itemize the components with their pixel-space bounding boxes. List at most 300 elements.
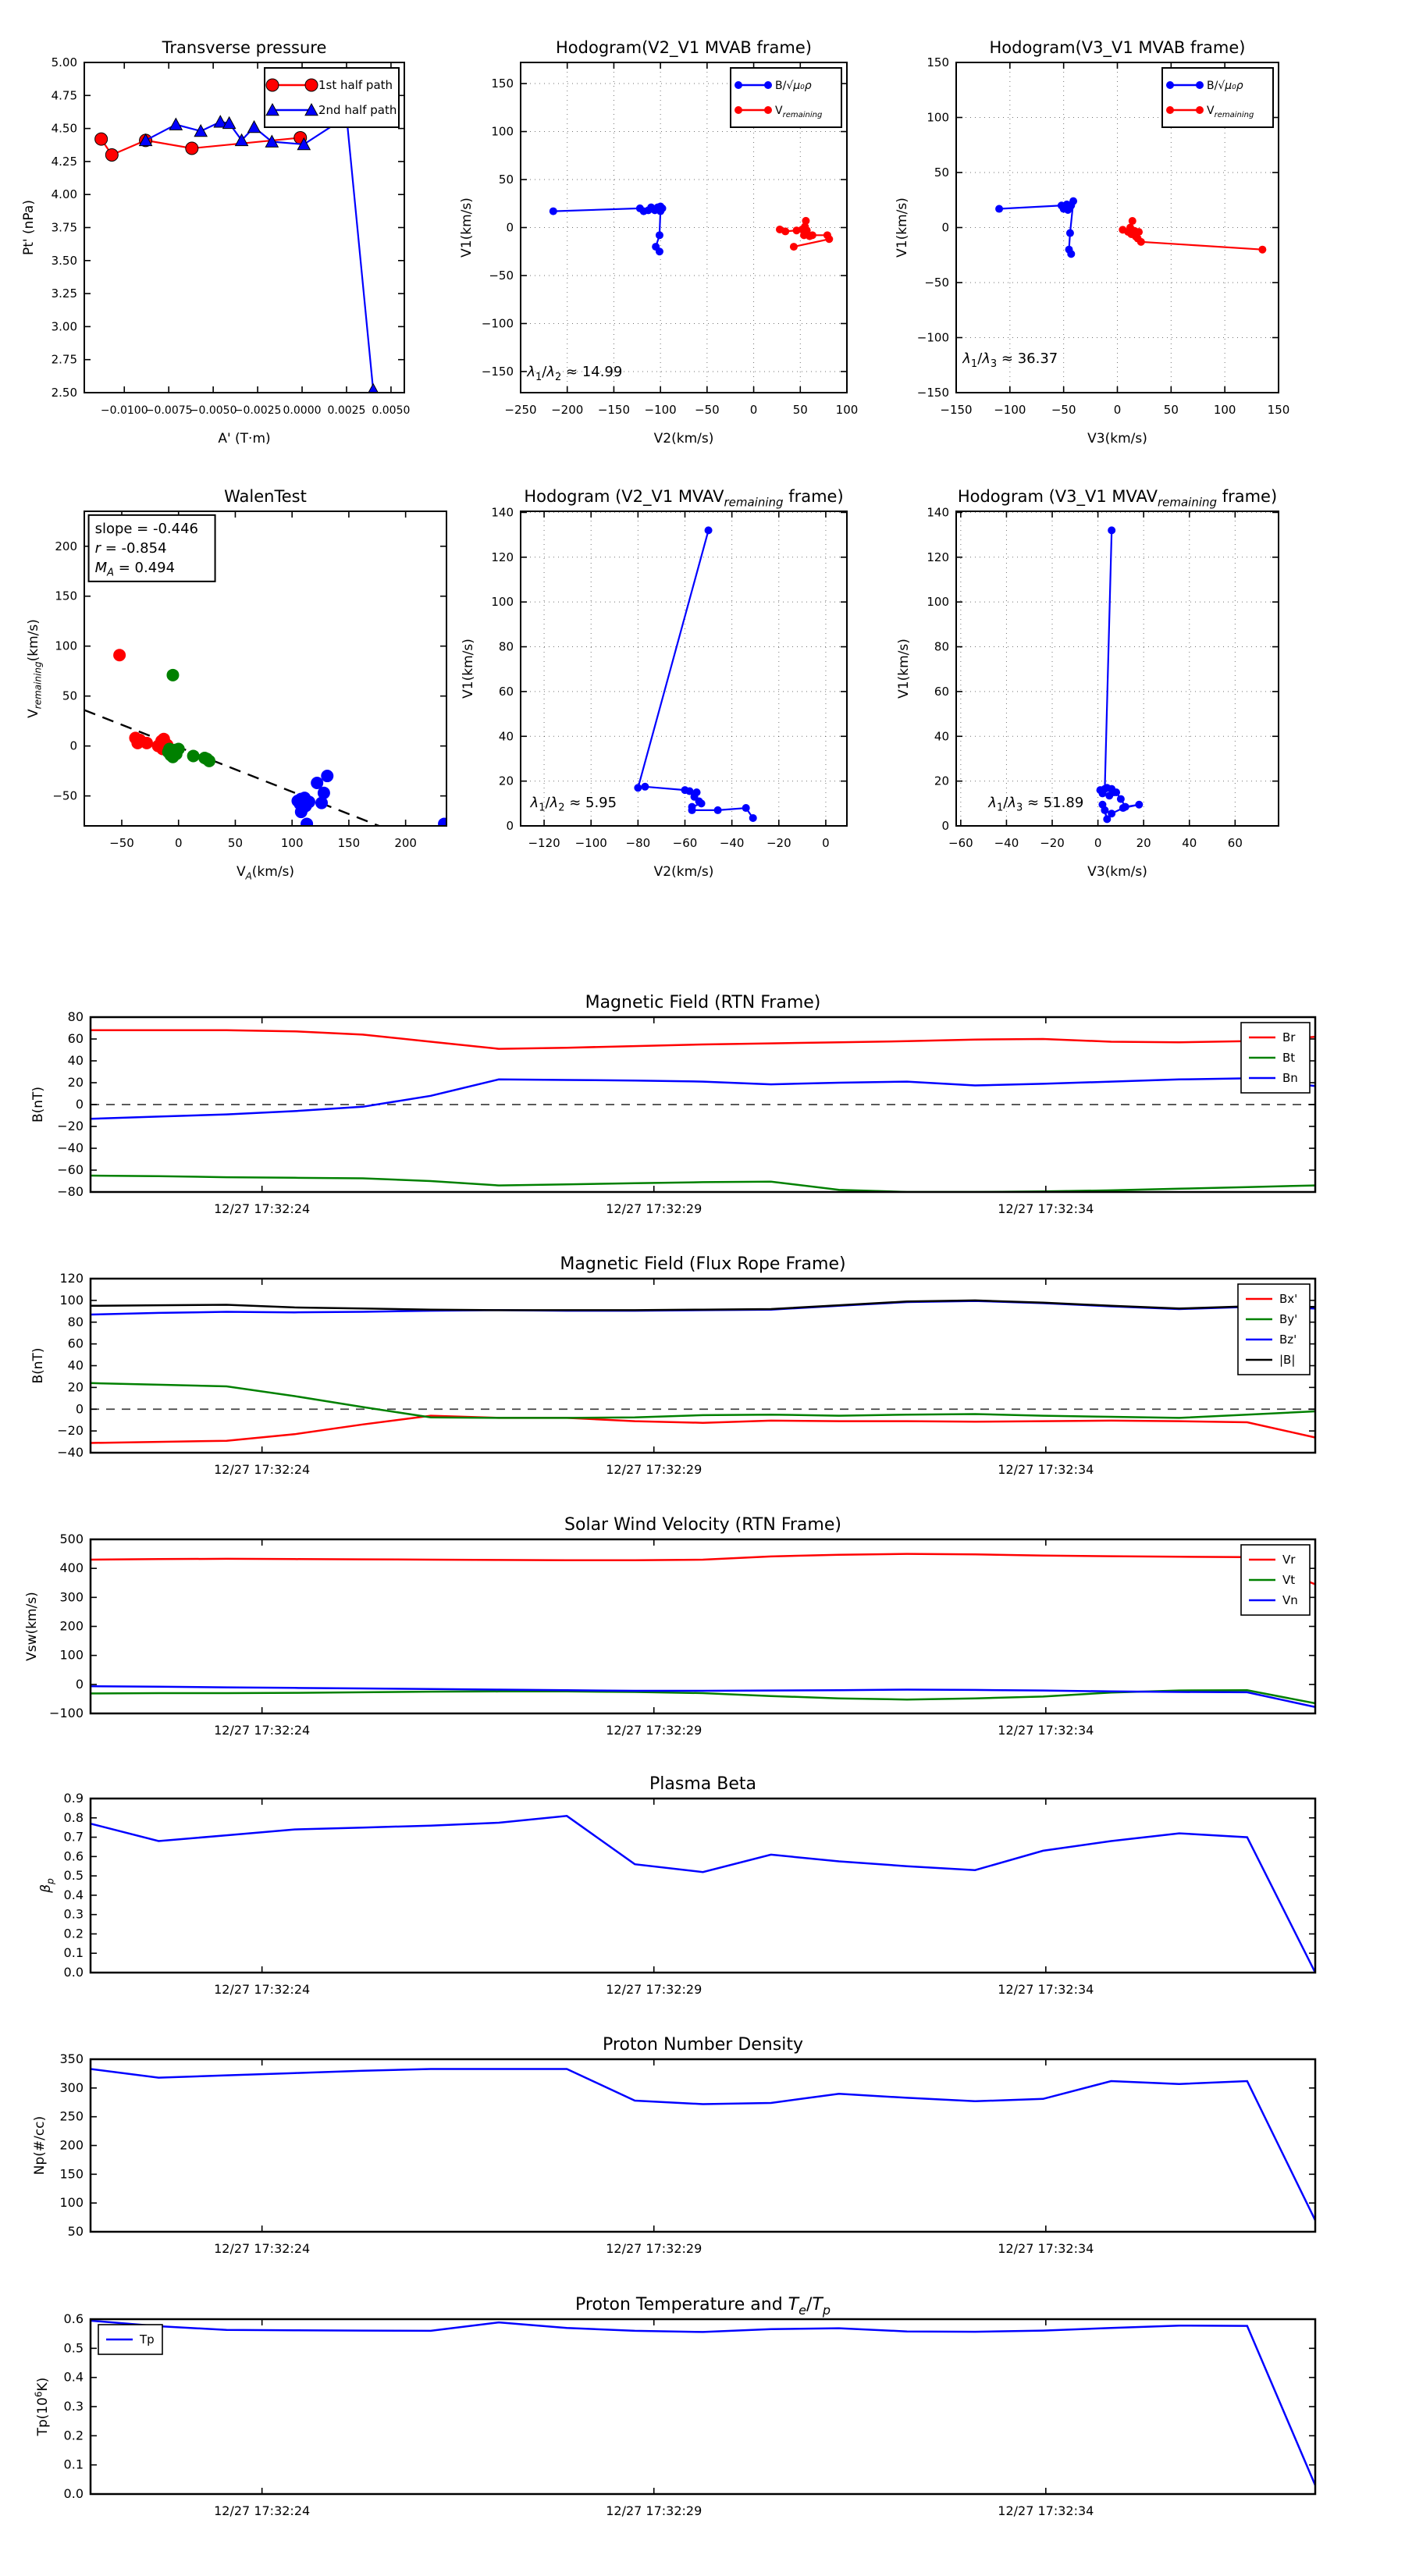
point-marker <box>1108 526 1115 534</box>
x-tick-label: −100 <box>644 403 677 417</box>
y-tick-label: −100 <box>481 316 514 331</box>
x-tick-label: −20 <box>766 836 791 850</box>
series-line-|B| <box>91 1300 1315 1311</box>
point-marker <box>634 784 642 792</box>
point-marker <box>688 806 696 814</box>
chart-title: WalenTest <box>224 487 307 506</box>
x-tick-label: 150 <box>1267 403 1290 417</box>
y-tick-label: 150 <box>59 2166 84 2182</box>
series-line-Bx' <box>91 1416 1315 1443</box>
point-marker <box>166 669 179 681</box>
y-tick-label: 0 <box>75 1676 84 1692</box>
point-marker <box>764 81 772 89</box>
series-line-Bz' <box>91 1301 1315 1315</box>
y-tick-label: 5.00 <box>51 55 77 69</box>
series-group <box>91 2069 1315 2221</box>
y-tick-label: 200 <box>55 539 77 553</box>
x-tick-label: 12/27 17:32:29 <box>606 1462 702 1477</box>
y-tick-label: 0 <box>941 220 949 235</box>
x-tick-label: 100 <box>280 836 304 850</box>
x-tick-label: 12/27 17:32:29 <box>606 2241 702 2256</box>
x-tick-label: 0 <box>822 836 830 850</box>
y-tick-label: 50 <box>67 2224 84 2239</box>
y-tick-label: 0.5 <box>63 2340 84 2356</box>
series-line-V remaining <box>1122 221 1262 250</box>
axes-frame <box>91 1279 1315 1453</box>
point-marker <box>781 227 789 235</box>
y-tick-label: 0 <box>506 819 514 833</box>
x-tick-label: 50 <box>1163 403 1179 417</box>
proton-density <box>32 2035 1315 2256</box>
stats-text: r = -0.854 <box>94 539 167 557</box>
y-tick-label: −50 <box>52 788 77 803</box>
x-tick-label: 12/27 17:32:34 <box>998 1462 1094 1477</box>
y-tick-label: 20 <box>67 1075 84 1090</box>
x-tick-label: −60 <box>672 836 698 850</box>
annotation-text: $\lambda_1/\lambda_3 \approx 36.37$ <box>962 350 1058 370</box>
legend-label: Vn <box>1282 1593 1298 1607</box>
series-line-Np <box>91 2069 1315 2221</box>
point-marker <box>656 208 664 215</box>
series-group <box>634 526 756 822</box>
y-tick-label: 50 <box>62 688 77 703</box>
x-tick-label: 0 <box>174 836 183 850</box>
y-tick-label: 0.4 <box>63 1887 84 1902</box>
y-tick-label: 120 <box>59 1271 84 1286</box>
y-tick-label: −50 <box>489 268 514 283</box>
y-tick-label: 0.5 <box>63 1868 84 1884</box>
legend-label: B/√μ₀ρ <box>1207 80 1243 92</box>
x-tick-label: 150 <box>337 836 361 850</box>
chart-title: Transverse pressure <box>162 38 327 57</box>
y-tick-label: 120 <box>927 550 949 564</box>
axes-frame <box>91 2059 1315 2232</box>
x-tick-label: 0.0050 <box>372 404 411 417</box>
x-tick-label: −80 <box>625 836 651 850</box>
y-tick-label: 150 <box>927 55 949 69</box>
hodogram-v3v1-mvab <box>895 38 1289 447</box>
x-tick-label: 12/27 17:32:24 <box>214 2503 311 2518</box>
series-line-Vr <box>91 1554 1315 1585</box>
point-marker <box>698 799 706 807</box>
y-axis-label: V1(km/s) <box>461 639 476 699</box>
x-tick-label: 12/27 17:32:34 <box>998 1201 1094 1216</box>
y-tick-label: 80 <box>67 1009 84 1024</box>
triangle-marker <box>248 121 261 133</box>
point-marker <box>1103 815 1111 823</box>
x-tick-label: 12/27 17:32:24 <box>214 1982 311 1997</box>
y-tick-label: 3.75 <box>51 220 77 235</box>
point-marker <box>641 783 649 791</box>
series-group <box>91 1300 1315 1443</box>
vsw-rtn <box>24 1515 1315 1738</box>
x-tick-label: −0.0100 <box>100 404 148 417</box>
y-tick-label: −40 <box>57 1445 84 1460</box>
axes-frame <box>91 1799 1315 1973</box>
point-marker <box>1069 197 1077 205</box>
x-tick-label: −50 <box>1051 403 1076 417</box>
y-tick-label: 150 <box>491 76 514 91</box>
point-marker <box>764 106 772 114</box>
y-tick-label: 200 <box>59 1618 84 1634</box>
point-marker <box>656 247 663 255</box>
y-tick-label: 0 <box>69 738 77 753</box>
series-group <box>550 202 834 255</box>
proton-temperature <box>34 2295 1316 2518</box>
y-tick-label: 0.0 <box>63 1965 84 1980</box>
x-tick-label: 0.0025 <box>327 404 366 417</box>
triangle-marker <box>367 384 379 396</box>
annotation-text: $\lambda_1/\lambda_3 \approx 51.89$ <box>988 794 1084 814</box>
series-group <box>95 110 380 395</box>
x-tick-label: 50 <box>227 836 244 850</box>
point-marker <box>749 814 757 822</box>
chart-title: Proton Number Density <box>603 2035 803 2055</box>
series-line-V hodogram <box>638 530 752 818</box>
y-axis-label: V1(km/s) <box>459 197 475 258</box>
y-tick-label: −80 <box>57 1184 84 1199</box>
series-line-Bt <box>91 1176 1315 1192</box>
y-tick-label: −100 <box>49 1706 84 1720</box>
x-tick-label: 0 <box>1113 403 1122 417</box>
y-tick-label: 2.75 <box>51 352 77 367</box>
x-tick-label: −20 <box>1040 836 1065 850</box>
x-tick-label: −250 <box>504 403 537 417</box>
hodogram-v2v1-mvav <box>461 487 847 880</box>
y-tick-label: 50 <box>934 165 949 180</box>
y-tick-label: 0.7 <box>63 1829 84 1845</box>
y-tick-label: 3.25 <box>51 286 77 301</box>
series-line-Tp <box>91 2321 1315 2485</box>
point-marker <box>305 79 318 91</box>
x-tick-label: 12/27 17:32:34 <box>998 1982 1094 1997</box>
y-axis-label: $\beta_p$ <box>38 1878 56 1893</box>
y-tick-label: 140 <box>927 505 949 520</box>
point-marker <box>705 526 713 534</box>
x-tick-label: −120 <box>528 836 560 850</box>
y-tick-label: 4.75 <box>51 88 77 103</box>
point-marker <box>790 243 798 251</box>
y-tick-label: 2.50 <box>51 386 77 400</box>
y-tick-label: 20 <box>498 774 514 788</box>
point-marker <box>1258 246 1266 254</box>
point-marker <box>1098 801 1106 809</box>
point-marker <box>825 235 833 243</box>
point-marker <box>802 217 809 225</box>
y-tick-label: 250 <box>59 2108 84 2124</box>
point-marker <box>315 797 328 809</box>
series-group <box>91 1554 1315 1707</box>
point-marker <box>1196 81 1204 89</box>
point-marker <box>1117 795 1125 803</box>
y-tick-label: 0.1 <box>63 2457 84 2472</box>
point-marker <box>438 817 450 830</box>
y-tick-label: 0.8 <box>63 1809 84 1825</box>
y-axis-label: Pt' (nPa) <box>21 200 37 255</box>
point-marker <box>321 770 333 782</box>
x-tick-label: 40 <box>1182 836 1197 850</box>
x-tick-label: −50 <box>695 403 720 417</box>
series-line-Vn <box>91 1686 1315 1707</box>
y-tick-label: 0.6 <box>63 2311 84 2326</box>
legend-box <box>265 68 399 127</box>
plasma-beta <box>38 1774 1315 1997</box>
y-tick-label: 0.2 <box>63 2428 84 2443</box>
x-tick-label: 0.0000 <box>283 404 322 417</box>
series-line-Br <box>91 1030 1315 1049</box>
point-marker <box>1067 250 1075 258</box>
series-group <box>84 649 450 830</box>
point-marker <box>1112 788 1120 796</box>
x-axis-label: V2(km/s) <box>653 864 714 880</box>
x-tick-label: −150 <box>597 403 631 417</box>
chart-title: Magnetic Field (Flux Rope Frame) <box>560 1254 846 1274</box>
point-marker <box>113 649 126 661</box>
y-tick-label: −20 <box>57 1423 84 1439</box>
y-tick-label: 0.3 <box>63 2399 84 2414</box>
y-tick-label: 150 <box>55 589 77 603</box>
y-axis-label: B(nT) <box>30 1086 46 1123</box>
x-tick-label: −0.0075 <box>144 404 193 417</box>
x-tick-label: 12/27 17:32:29 <box>606 1723 702 1738</box>
y-axis-label: Np(#/cc) <box>32 2115 48 2176</box>
y-tick-label: −60 <box>57 1162 84 1177</box>
x-axis-label: $V_A(km/s)$ <box>236 864 295 882</box>
y-axis-label: V1(km/s) <box>895 197 910 258</box>
y-tick-label: 4.25 <box>51 154 77 169</box>
series-line-V hodogram <box>1101 530 1140 819</box>
hodogram-v3v1-mvav <box>896 487 1279 880</box>
y-axis-label: $Tp(10^6K)$ <box>33 2377 51 2436</box>
point-marker <box>1166 106 1174 114</box>
triangle-marker <box>169 119 182 130</box>
x-tick-label: −100 <box>994 403 1026 417</box>
point-marker <box>187 749 200 762</box>
x-tick-label: 12/27 17:32:24 <box>214 2241 311 2256</box>
x-tick-label: −60 <box>948 836 973 850</box>
axes-frame <box>521 511 847 826</box>
hodogram-v2v1-mvab <box>459 38 858 447</box>
series-line-fit-line <box>84 710 379 826</box>
y-tick-label: 0.2 <box>63 1926 84 1941</box>
chart-title: Magnetic Field (RTN Frame) <box>585 993 821 1012</box>
y-tick-label: 4.50 <box>51 121 77 136</box>
legend-label: Vr <box>1282 1553 1296 1567</box>
y-tick-label: −50 <box>924 276 949 290</box>
transverse-pressure <box>21 38 410 447</box>
point-marker <box>140 737 153 749</box>
legend-label: Vt <box>1282 1573 1296 1587</box>
point-marker <box>173 742 185 755</box>
y-tick-label: 140 <box>491 505 514 520</box>
x-tick-label: −40 <box>719 836 745 850</box>
y-tick-label: 60 <box>934 684 949 699</box>
y-tick-label: 0.9 <box>63 1791 84 1806</box>
y-axis-label: Vsw(km/s) <box>24 1592 40 1661</box>
series-group <box>91 2321 1315 2485</box>
legend-label: By' <box>1279 1312 1298 1326</box>
y-tick-label: 40 <box>934 729 949 744</box>
x-tick-label: −150 <box>940 403 973 417</box>
y-tick-label: 0.4 <box>63 2369 84 2385</box>
legend-label: Bt <box>1282 1051 1296 1065</box>
y-tick-label: 20 <box>67 1379 84 1395</box>
y-tick-label: 40 <box>67 1053 84 1068</box>
point-marker <box>1066 229 1074 237</box>
x-axis-label: A' (T·m) <box>218 431 271 447</box>
point-marker <box>266 79 279 91</box>
y-tick-label: 4.00 <box>51 187 77 202</box>
y-tick-label: 0.1 <box>63 1945 84 1961</box>
y-tick-label: 60 <box>498 684 514 699</box>
y-tick-label: 60 <box>67 1031 84 1046</box>
chart-title: Hodogram(V2_V1 MVAB frame) <box>556 38 812 57</box>
series-group <box>1097 526 1144 823</box>
axes-frame <box>91 2319 1315 2494</box>
x-tick-label: −0.0050 <box>189 404 237 417</box>
x-tick-label: 12/27 17:32:34 <box>998 1723 1094 1738</box>
x-tick-label: −50 <box>109 836 134 850</box>
x-tick-label: 12/27 17:32:24 <box>214 1723 311 1738</box>
series-line-2nd half path <box>146 116 374 390</box>
y-tick-label: −150 <box>916 386 949 400</box>
point-marker <box>295 806 308 818</box>
annotation-text: $\lambda_1/\lambda_2 \approx 14.99$ <box>527 363 623 383</box>
point-marker <box>550 208 557 215</box>
y-tick-label: −150 <box>481 364 514 379</box>
series-group <box>91 1030 1315 1192</box>
chart-title: Solar Wind Velocity (RTN Frame) <box>564 1515 841 1535</box>
x-tick-label: 12/27 17:32:29 <box>606 2503 702 2518</box>
x-tick-label: 20 <box>1136 836 1151 850</box>
point-marker <box>1119 804 1127 812</box>
point-marker <box>714 806 722 814</box>
annotation-text: $\lambda_1/\lambda_2 \approx 5.95$ <box>530 794 617 814</box>
y-tick-label: −40 <box>57 1140 84 1155</box>
y-tick-label: 100 <box>55 639 77 653</box>
chart-title: Hodogram(V3_V1 MVAB frame) <box>989 38 1246 57</box>
point-marker <box>995 205 1003 213</box>
y-tick-label: 3.00 <box>51 319 77 334</box>
series-line-By' <box>91 1383 1315 1418</box>
point-marker <box>303 795 315 808</box>
point-marker <box>742 804 750 812</box>
y-tick-label: 100 <box>491 595 514 610</box>
y-tick-label: 0.3 <box>63 1906 84 1922</box>
y-axis-label: $V_{remaining}(km/s)$ <box>26 619 44 718</box>
y-tick-label: 120 <box>491 550 514 564</box>
y-tick-label: 50 <box>498 173 514 187</box>
y-tick-label: 100 <box>59 1292 84 1308</box>
y-tick-label: 100 <box>927 595 949 610</box>
y-tick-label: −100 <box>916 330 949 345</box>
series-line-Bn <box>91 1078 1315 1119</box>
y-tick-label: 300 <box>59 1589 84 1605</box>
point-marker <box>1129 217 1136 225</box>
x-axis-label: V3(km/s) <box>1087 864 1147 880</box>
y-tick-label: 40 <box>67 1357 84 1373</box>
chart-title: Hodogram (V2_V1 $MVAV_{remaining}$ frame) <box>524 487 844 510</box>
point-marker <box>105 148 118 161</box>
point-marker <box>735 81 742 89</box>
y-tick-label: 40 <box>498 729 514 744</box>
point-marker <box>1137 238 1145 246</box>
y-tick-label: 500 <box>59 1532 84 1546</box>
legend-label: 1st half path <box>318 78 393 92</box>
y-tick-label: 200 <box>59 2137 84 2153</box>
y-tick-label: −20 <box>57 1119 84 1133</box>
y-tick-label: 100 <box>59 2195 84 2211</box>
y-tick-label: 80 <box>498 639 514 654</box>
y-tick-label: 100 <box>491 124 514 139</box>
series-line-beta_p <box>91 1816 1315 1973</box>
legend-label: 2nd half path <box>318 103 397 117</box>
legend-label: $V_{remaining}$ <box>1207 105 1254 119</box>
legend-label: Bz' <box>1279 1332 1297 1347</box>
x-tick-label: 12/27 17:32:29 <box>606 1201 702 1216</box>
chart-title: Proton Temperature and $T_e/T_p$ <box>575 2295 831 2318</box>
x-tick-label: 50 <box>792 403 808 417</box>
x-tick-label: −200 <box>551 403 584 417</box>
y-tick-label: 0 <box>75 1097 84 1112</box>
b-fluxrope <box>30 1254 1315 1477</box>
point-marker <box>95 133 108 145</box>
x-tick-label: 100 <box>1213 403 1236 417</box>
point-marker <box>1166 81 1174 89</box>
y-tick-label: 0 <box>506 220 514 235</box>
legend-box <box>1238 1284 1310 1375</box>
x-tick-label: 12/27 17:32:24 <box>214 1462 311 1477</box>
x-tick-label: 0 <box>749 403 758 417</box>
y-tick-label: 80 <box>934 639 949 654</box>
x-tick-label: 12/27 17:32:29 <box>606 1982 702 1997</box>
point-marker <box>809 231 816 239</box>
y-axis-label: B(nT) <box>30 1347 46 1384</box>
y-tick-label: 3.50 <box>51 253 77 268</box>
series-group <box>91 1816 1315 1973</box>
b-rtn <box>30 993 1315 1216</box>
x-tick-label: −100 <box>574 836 607 850</box>
y-tick-label: 100 <box>59 1647 84 1663</box>
legend-label: |B| <box>1279 1353 1296 1367</box>
y-tick-label: 0.0 <box>63 2486 84 2501</box>
point-marker <box>1135 801 1143 809</box>
y-tick-label: 80 <box>67 1314 84 1329</box>
x-axis-label: V3(km/s) <box>1087 431 1147 447</box>
legend-label: Bn <box>1282 1071 1298 1085</box>
point-marker <box>656 231 663 239</box>
y-tick-label: 350 <box>59 2051 84 2066</box>
point-marker <box>1105 792 1113 799</box>
walen-test <box>26 487 450 882</box>
axes-frame <box>956 511 1279 826</box>
x-tick-label: −0.0025 <box>233 404 282 417</box>
point-marker <box>735 106 742 114</box>
chart-title: Hodogram (V3_V1 $MVAV_{remaining}$ frame) <box>957 487 1278 510</box>
legend-label: $V_{remaining}$ <box>775 105 823 119</box>
x-tick-label: −40 <box>994 836 1019 850</box>
x-tick-label: 0 <box>1094 836 1102 850</box>
x-tick-label: 200 <box>394 836 417 850</box>
point-marker <box>186 142 198 155</box>
y-tick-label: 0.6 <box>63 1848 84 1864</box>
point-marker <box>301 817 313 830</box>
point-marker <box>201 753 213 765</box>
stats-text: slope = -0.446 <box>94 520 199 537</box>
y-tick-label: 0 <box>75 1401 84 1417</box>
y-tick-label: 400 <box>59 1560 84 1576</box>
legend-label: B/√μ₀ρ <box>775 80 812 92</box>
